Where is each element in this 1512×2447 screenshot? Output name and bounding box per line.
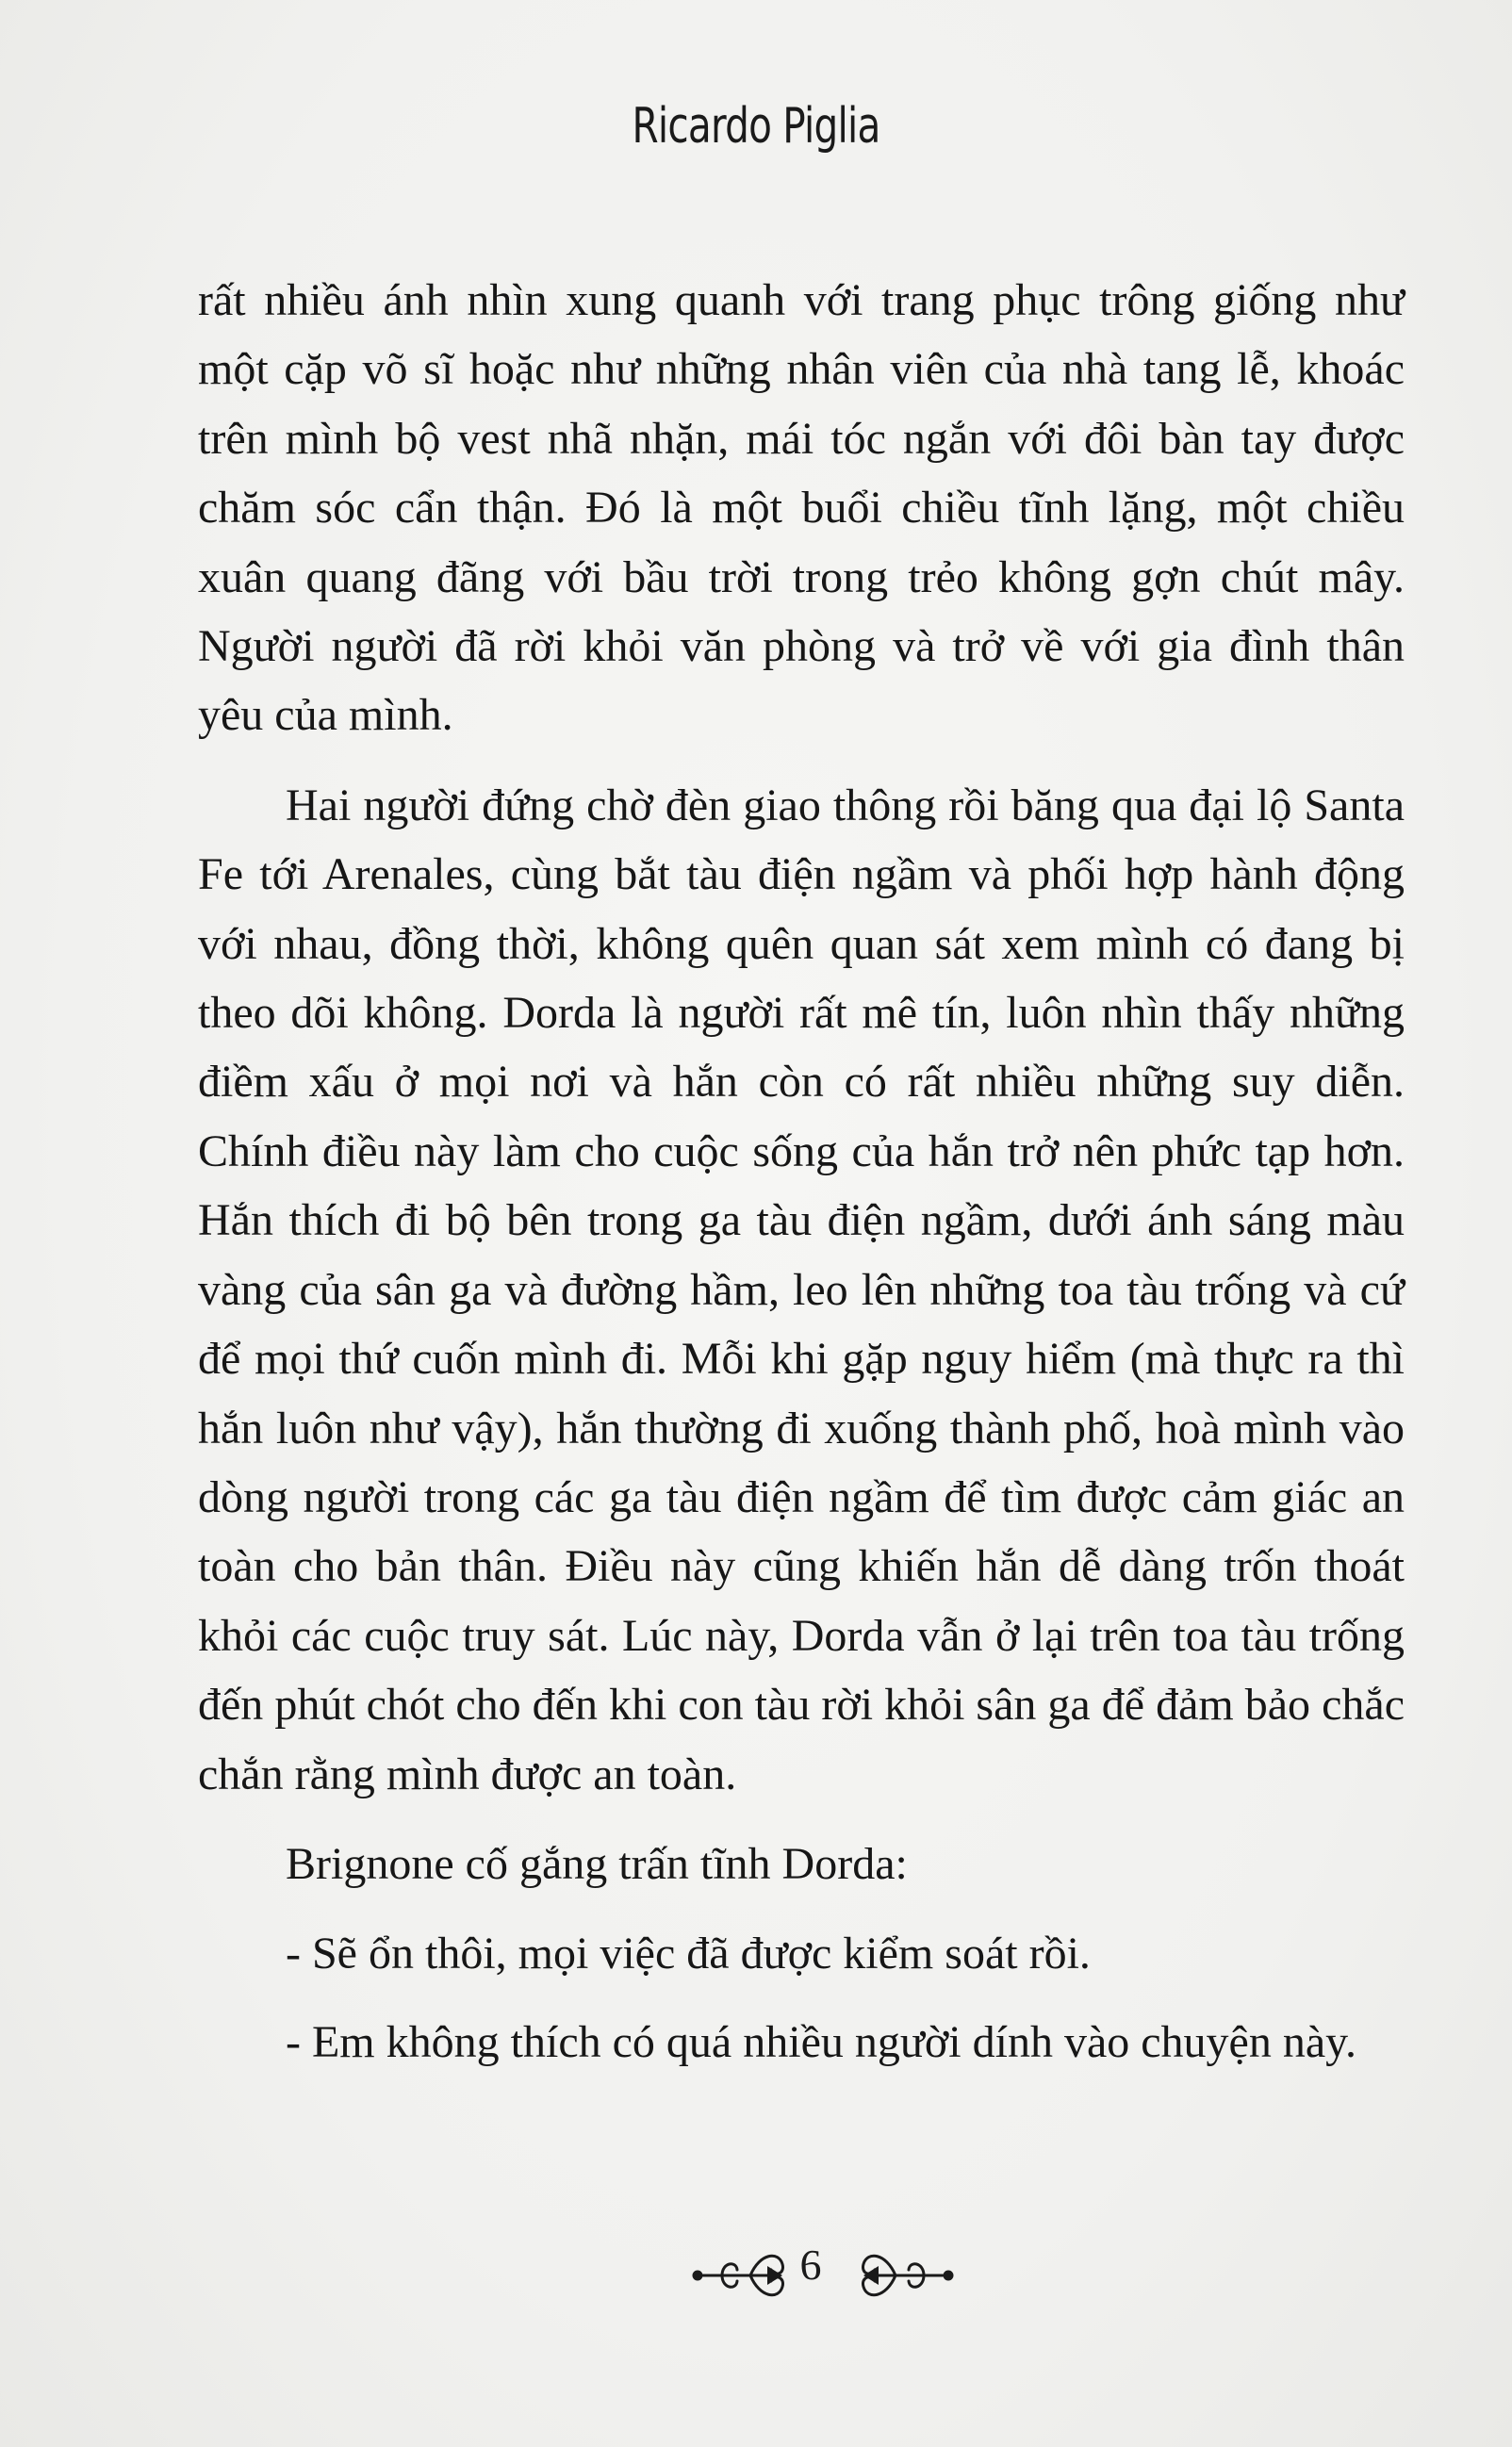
body-text bbox=[198, 266, 1405, 2095]
running-header-author: Ricardo Piglia bbox=[632, 98, 880, 155]
page-number: 6 bbox=[799, 2241, 822, 2289]
flourish-ornament-icon bbox=[848, 2234, 961, 2319]
page-footer bbox=[0, 2234, 1512, 2319]
paragraph-dialogue-intro: Brignone cố gắng trấn tĩnh Dorda: bbox=[286, 1838, 908, 1889]
dialogue-line: - Sẽ ổn thôi, mọi việc đã được kiểm soát rồi. bbox=[286, 1929, 1091, 1979]
dialogue-line: - Em không thích có quá nhiều người dính vào chuyện này. bbox=[286, 2016, 1357, 2067]
paragraph-continued: rất nhiều ánh nhìn xung quanh với trang phục trông giống như một cặp võ sĩ hoặc như những nhân viên của nhà tang lễ, khoác trên mình bộ vest nhã nhặn, mái tóc ngắn với đôi bàn tay được chăm sóc cẩn thận. Đó là một buổi chiều tĩnh lặng, một chiều xuân quang đãng với bầu trời trong trẻo không gợn chút mây. Người người đã rời khỏi văn phòng và trở về với gia đình thân yêu của mình. bbox=[198, 275, 1405, 741]
paragraph: Hai người đứng chờ đèn giao thông rồi băng qua đại lộ Santa Fe tới Arenales, cùng bắt tàu điện ngầm và phối hợp hành động với nhau, đồng thời, không quên quan sát xem mình có đang bị theo dõi không. Dorda là người rất mê tín, luôn nhìn thấy những điềm xấu ở mọi nơi và hắn còn có rất nhiều những suy diễn. Chính điều này làm cho cuộc sống của hắn trở nên phức tạp hơn. Hắn thích đi bộ bên trong ga tàu điện ngầm, dưới ánh sáng màu vàng của sân ga và đường hầm, leo lên những toa tàu trống và cứ để mọi thứ cuốn mình đi. Mỗi khi gặp nguy hiểm (mà thực ra thì hắn luôn như vậy), hắn thường đi xuống thành phố, hoà mình vào dòng người trong các ga tàu điện ngầm để tìm được cảm giác an toàn cho bản thân. Điều này cũng khiến hắn dễ dàng trốn thoát khỏi các cuộc truy sát. Lúc này, Dorda vẫn ở lại trên toa tàu trống đến phút chót cho đến khi con tàu rời khỏi sân ga để đảm bảo chắc chắn rằng mình được an toàn. bbox=[198, 780, 1405, 1799]
